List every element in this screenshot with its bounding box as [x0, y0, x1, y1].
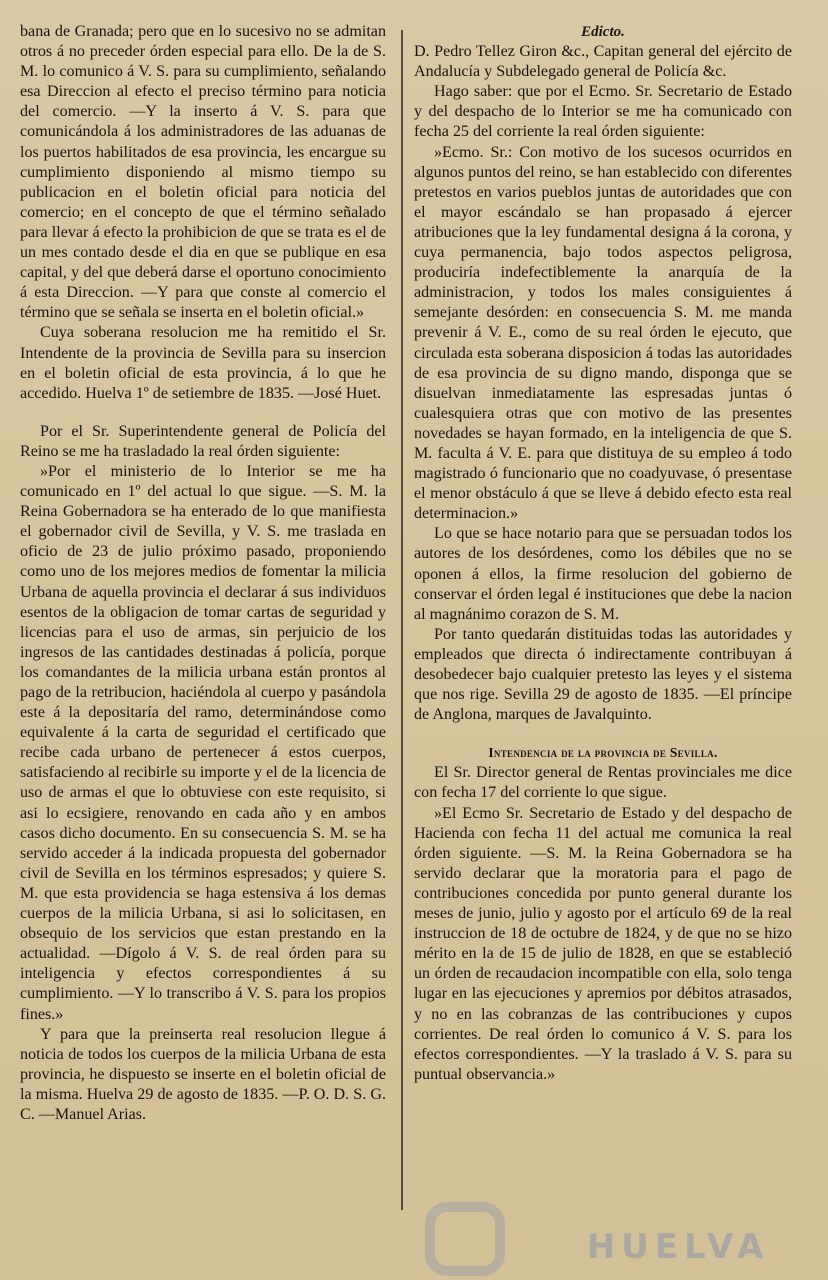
juntas-order-paragraph: »Ecmo. Sr.: Con motivo de los sucesos ocurridos en algunos puntos del reino, se han establecido con diferentes pretestos en varios pueblos juntas de autoridades que con el mayor escándalo se han propasado á ejercer atribuciones que la ley fundamental designa á la corona, y cuya permanencia, bajo todos aspectos peligrosa, produciría indefectiblemente la anarquía de la administracion, y todos los males consiguientes á semejante desórden: en consecuencia S. M. me manda prevenir á V. E., como de su real órden le ejecuto, que circulada esta soberana disposicion á todas las autoridades de esa provincia de su digno mando, disponga que se disuelvan inmediatamente las espresadas juntas ó cualesquiera otras que con motivo de las presentes novedades se hayan formado, en la inteligencia de que S. M. faculta á V. E. para que distituya de su empleo á todo magistrado ó funcionario que no coadyuvase, ó presentase el menor obstáculo á que se lleve á debido efecto esta real determinacion.» [414, 143, 792, 523]
policia-intro-paragraph: Por el Sr. Superintendente general de Policía del Reino se me ha trasladado la real órden siguiente: [20, 422, 386, 460]
watermark-emblem [425, 1202, 505, 1276]
edicto-author-paragraph: D. Pedro Tellez Giron &c., Capitan general del ejército de Andalucía y Subdelegado general de Policía &c. [414, 43, 792, 81]
notorio-paragraph: Lo que se hace notario para que se persuadan todos los autores de los desórdenes, como los débiles que no se oponen á ellos, la firme resolucion del gobierno de conservar el órden legal é instituciones que debe la nacion al magnánimo corazon de S. M. [414, 525, 792, 623]
column-divider [401, 30, 403, 1210]
hago-saber-paragraph: Hago saber: que por el Ecmo. Sr. Secretario de Estado y del despacho de lo Interior se me ha comunicado con fecha 25 del corriente la real órden siguiente: [414, 83, 792, 141]
anglona-paragraph: Por tanto quedarán distituidas todas las autoridades y empleados que directa ó indirectamente contribuyan á desobedecer bajo cualquier pretesto las leyes y el sistema que nos rige. Sevilla 29 de agosto de 1835. —El príncipe de Anglona, marques de Javalquinto. [414, 625, 792, 724]
moratoria-order-paragraph: »El Ecmo Sr. Secretario de Estado y del despacho de Hacienda con fecha 11 del actual me comunica la real órden siguiente. —S. M. la Reina Gobernadora se ha servido declarar que la moratoria para el pago de contribuciones concedida por punto general durante los meses de junio, julio y agosto por el artículo 69 de la real instruccion de 18 de octubre de 1824, y de que no se hizo mérito en la de 15 de julio de 1828, en que se estableció un órden de recaudacion incompatible con ella, solo tenga lugar en las ejecuciones y apremios por débitos atrasados, y no en las cobranzas de las contribuciones y cupos corrientes. De real órden lo comunico á V. S. para los efectos correspondientes. —Y la traslado á V. S. para su puntual observancia.» [414, 804, 792, 1083]
milicia-order-paragraph: »Por el ministerio de lo Interior se me ha comunicado en 1º del actual lo que sigue. —S. M. la Reina Gobernadora se ha enterado de lo que manifiesta el gobernador civil de Sevilla, y V. S. me traslada en oficio de 23 de julio próximo pasado, proponiendo como uno de los mejores medios de fomentar la milicia Urbana de aquella provincia el declarar á sus individuos esentos de la obligacion de tomar cartas de seguridad y licencias para el uso de armas, sin perjuicio de los ingresos de las cantidades destinadas á policía, porque los comandantes de la milicia urbana están prontos al pago de la retribucion, haciéndola al cuerpo y pasándola este á la depositaría del ramo, determinándose como equivalente á la carta de seguridad el certificado que recibe cada urbano de pertenecer á estos cuerpos, satisfaciendo al recibirle su importe y el de la licencia de uso de armas el que lo obtuviese con este requisito, si asi lo ecsigiere, renovando en cada año y en ambos casos dicho documento. En su consecuencia S. M. se ha servido acceder á la indicada propuesta del gobernador civil de Sevilla en los términos espresados; y quiere S. M. que esta providencia se haga estensiva á los demas cuerpos de la milicia Urbana, si asi lo solicitasen, en obsequio de los servicios que estan prestando en la actualidad. —Dígolo á V. S. de real órden para su inteligencia y efectos correspondientes á su cumplimiento. —Y lo transcribo á V. S. para los propios fines.» [20, 462, 386, 1023]
rentas-intro-paragraph: El Sr. Director general de Rentas provinciales me dice con fecha 17 del corriente lo que sigue. [414, 764, 792, 802]
continuation-paragraph: bana de Granada; pero que en lo sucesivo no se admitan otros á no preceder órden especial para ello. De la de S. M. lo comunico á V. S. para su cumplimiento, señalando esa Direccion al efecto el preciso término para noticia del comercio. —Y la inserto á V. S. para que comunicándola á los administradores de las aduanas de los puertos habilitados de esa provincia, les encargue su cumplimiento disponiendo al mismo tiempo su publicacion en el boletin oficial para noticia del comercio; en el concepto de que el término señalado para llevar á efecto la prohibicion de que se trata es el de un mes contado desde el dia en que se publique en esa capital, y del que deberá darse el oportuno conocimiento á esta Direccion. —Y para que conste al comercio el término que se señala se inserta en el boletin oficial.» [20, 23, 386, 322]
watermark-stamp: HUELVA [586, 1227, 770, 1267]
arias-paragraph: Y para que la preinserta real resolucion llegue á noticia de todos los cuerpos de la milicia Urbana de esta provincia, he dispuesto se inserte en el boletin oficial de la misma. Huelva 29 de agosto de 1835. —P. O. D. S. G. C. —Manuel Arias. [20, 1025, 386, 1123]
huet-paragraph: Cuya soberana resolucion me ha remitido el Sr. Intendente de la provincia de Sevilla para su insercion en el boletin oficial de esta provincia, á lo que he accedido. Huelva 1º de setiembre de 1835. —José Huet. [20, 324, 386, 402]
intendencia-heading: Intendencia de la provincia de Sevilla. [488, 745, 718, 761]
right-column [414, 22, 792, 1085]
left-column [20, 22, 386, 1125]
edicto-title: Edicto. [581, 24, 625, 40]
